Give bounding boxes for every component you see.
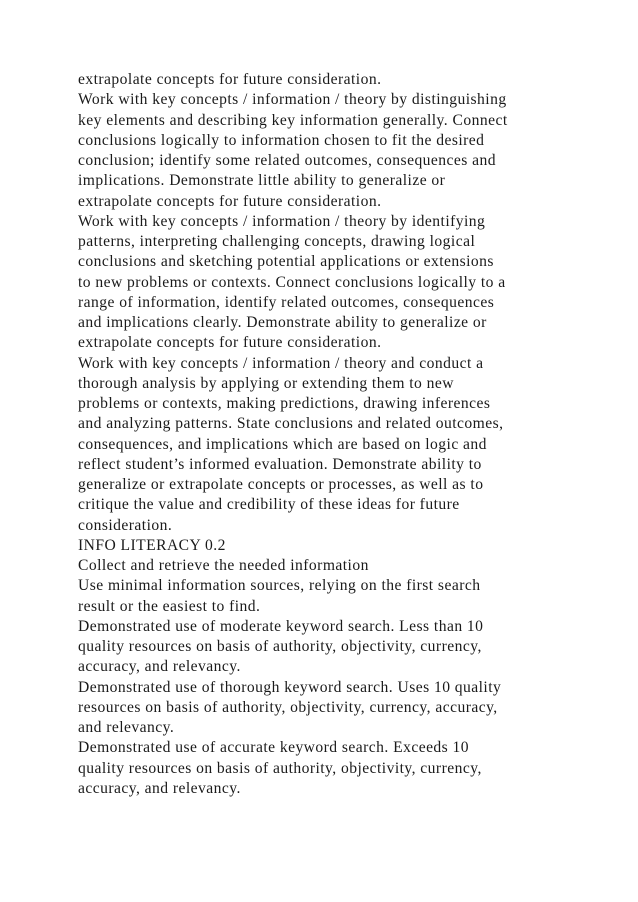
- text-line: quality resources on basis of authority, objectivity, currency,: [78, 759, 482, 777]
- text-line: Demonstrated use of moderate keyword search. Less than 10: [78, 617, 484, 635]
- text-line: critique the value and credibility of these ideas for future: [78, 496, 460, 514]
- text-line: to new problems or contexts. Connect conclusions logically to a: [78, 273, 506, 291]
- text-line: Use minimal information sources, relying on the first search: [78, 577, 481, 595]
- section-heading: INFO LITERACY 0.2: [78, 536, 226, 554]
- text-line: reflect student’s informed evaluation. Demonstrate ability to: [78, 455, 482, 473]
- text-line: patterns, interpreting challenging concepts, drawing logical: [78, 233, 476, 250]
- text-line: extrapolate concepts for future consideration.: [78, 192, 382, 210]
- text-line: resources on basis of authority, objectivity, currency, accuracy,: [78, 698, 498, 716]
- text-line: and relevancy.: [78, 719, 175, 736]
- text-line: accuracy, and relevancy.: [78, 779, 241, 797]
- text-line: consequences, and implications which are based on logic and: [78, 435, 487, 453]
- text-line: Work with key concepts / information / theory and conduct a: [78, 354, 484, 372]
- document-body: [78, 70, 578, 799]
- text-line: problems or contexts, making predictions, drawing inferences: [78, 395, 491, 412]
- text-line: quality resources on basis of authority, objectivity, currency,: [78, 638, 482, 655]
- text-line: conclusion; identify some related outcomes, consequences and: [78, 152, 497, 169]
- text-line: Work with key concepts / information / theory by identifying: [78, 212, 486, 230]
- text-line: result or the easiest to find.: [78, 597, 261, 615]
- text-line: key elements and describing key information generally. Connect: [78, 111, 508, 129]
- text-line: and analyzing patterns. State conclusions and related outcomes,: [78, 415, 504, 433]
- text-line: implications. Demonstrate little ability to generalize or: [78, 172, 446, 190]
- text-line: conclusions logically to information chosen to fit the desired: [78, 131, 485, 149]
- text-line: extrapolate concepts for future consideration.: [78, 334, 382, 352]
- text-line: conclusions and sketching potential applications or extensions: [78, 253, 494, 271]
- text-line: thorough analysis by applying or extending them to new: [78, 374, 454, 392]
- text-line: accuracy, and relevancy.: [78, 658, 241, 676]
- text-line: Demonstrated use of thorough keyword search. Uses 10 quality: [78, 678, 502, 696]
- text-line: generalize or extrapolate concepts or processes, as well as to: [78, 476, 484, 493]
- text-line: Work with key concepts / information / theory by distinguishing: [78, 91, 507, 109]
- criterion-title: Collect and retrieve the needed information: [78, 557, 369, 574]
- text-line: consideration.: [78, 516, 173, 534]
- text-line: Demonstrated use of accurate keyword search. Exceeds 10: [78, 739, 470, 757]
- text-line: range of information, identify related outcomes, consequences: [78, 293, 495, 311]
- text-line: and implications clearly. Demonstrate ability to generalize or: [78, 314, 487, 331]
- text-line: extrapolate concepts for future consideration.: [78, 71, 382, 88]
